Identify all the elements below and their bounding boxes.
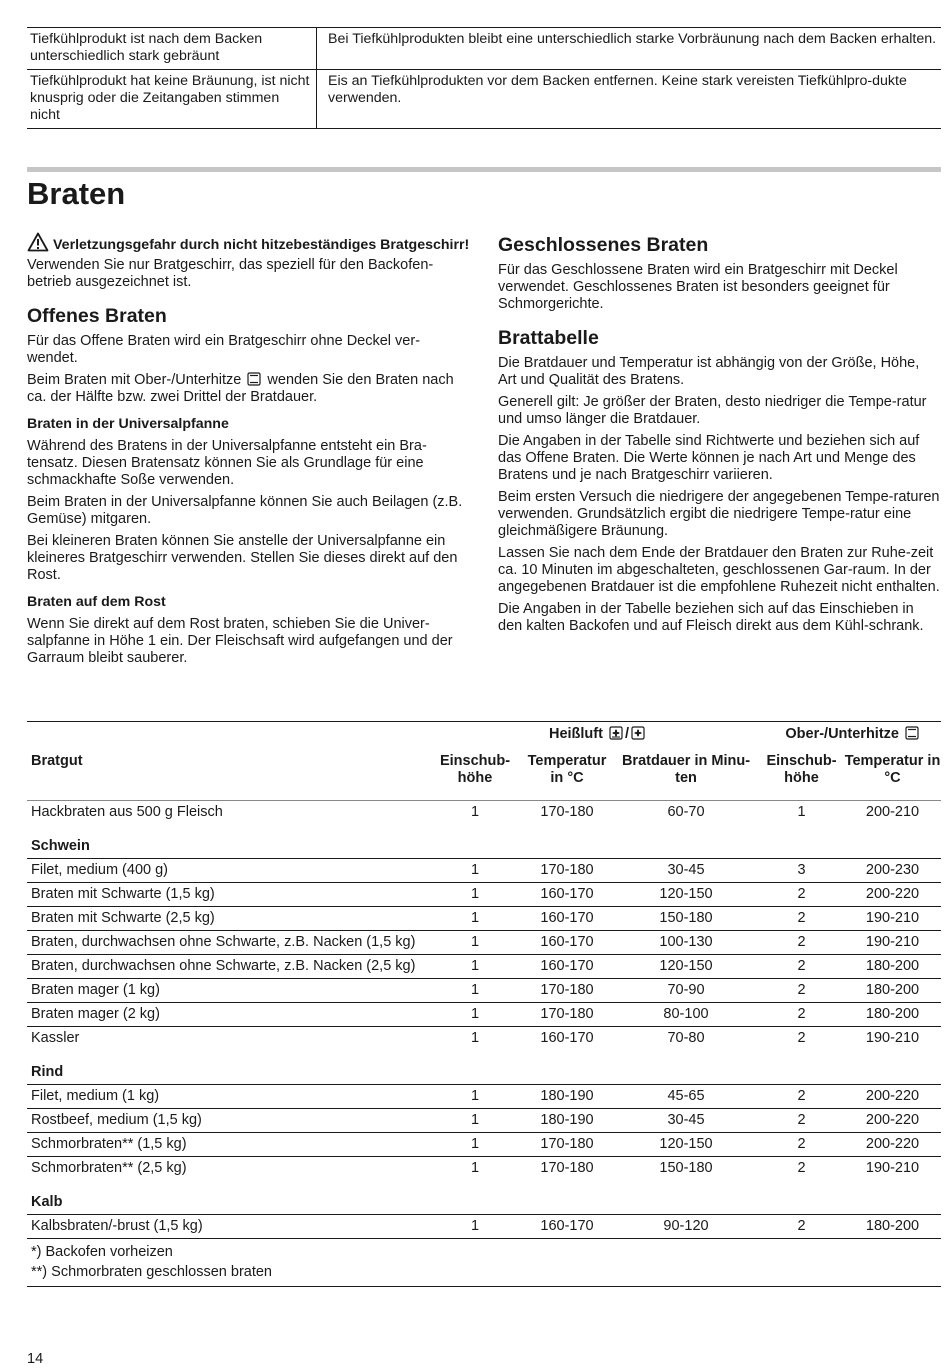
level2-cell: 2 (759, 883, 844, 907)
temp-cell: 160-170 (521, 1215, 613, 1239)
duration-cell: 80-100 (613, 1003, 759, 1027)
temp-cell: 180-190 (521, 1109, 613, 1133)
table-row (27, 801, 941, 825)
table-row (27, 883, 941, 907)
temp-cell: 160-170 (521, 907, 613, 931)
level-cell: 1 (429, 1027, 521, 1051)
table-row (27, 1215, 941, 1239)
roasting-table-p4: Beim ersten Versuch die niedrigere der angegebenen Tempe-raturen verwenden. Grundsätzlich ergibt die niedrigere Tempe-ratur eine gleichmäßigere Bräunung. (498, 489, 940, 539)
footnote-2: **) Schmorbraten geschlossen braten (27, 1262, 941, 1287)
group-header-row (27, 722, 941, 747)
page-number: 14 (27, 1351, 44, 1367)
temp-cell: 170-180 (521, 859, 613, 883)
col-level: Einschub-höhe (439, 753, 511, 786)
temp-cell: 170-180 (521, 1133, 613, 1157)
level2-cell: 2 (759, 1215, 844, 1239)
duration-cell: 150-180 (613, 907, 759, 931)
category-row (27, 1180, 941, 1215)
roasting-table (27, 721, 941, 1287)
temp2-cell: 200-220 (844, 1109, 941, 1133)
temp-cell: 160-170 (521, 955, 613, 979)
col-temp: Temperatur in °C (527, 753, 607, 786)
temp2-cell: 200-210 (844, 801, 941, 825)
temp2-cell: 180-200 (844, 1003, 941, 1027)
open-roasting-heading: Offenes Braten (27, 305, 167, 327)
duration-cell: 150-180 (613, 1157, 759, 1181)
level-cell: 1 (429, 931, 521, 955)
level-cell: 1 (429, 979, 521, 1003)
closed-roasting-p1: Für das Geschlossene Braten wird ein Bratgeschirr mit Deckel verwendet. Geschlossenes Braten ist besonders geeignet für Schmorgerichte. (498, 262, 898, 312)
level-cell: 1 (429, 1109, 521, 1133)
right-column (498, 232, 941, 640)
level-cell: 1 (429, 955, 521, 979)
table-row (27, 28, 941, 69)
problem-cell: Tiefkühlprodukt ist nach dem Backen unterschiedlich stark gebräunt (27, 28, 317, 69)
level2-cell: 2 (759, 1109, 844, 1133)
open-roasting-p2-a: Beim Braten mit Ober-/Unterhitze (27, 372, 242, 388)
level-cell: 1 (429, 883, 521, 907)
section-divider (27, 167, 941, 172)
top-bottom-heat-icon (247, 372, 261, 386)
temp2-cell: 200-220 (844, 1133, 941, 1157)
food-cell: Braten mager (2 kg) (27, 1003, 429, 1027)
problem-cell: Tiefkühlprodukt hat keine Bräunung, ist nicht knusprig oder die Zeitangaben stimmen nicht (27, 70, 317, 128)
warning-text: Verwenden Sie nur Bratgeschirr, das speziell für den Backofen-betrieb ausgezeichnet ist. (27, 257, 434, 290)
remedy-cell: Eis an Tiefkühlprodukten vor dem Backen entfernen. Keine stark vereisten Tiefkühlpro-dukte verwenden. (328, 73, 907, 106)
category-label: Schwein (31, 838, 90, 854)
pan-p1: Während des Bratens in der Universalpfanne entsteht ein Bra-tensatz. Diesen Bratensatz können Sie als Grundlage für eine schmackhafte Soße verwenden. (27, 438, 427, 488)
temp-cell: 160-170 (521, 883, 613, 907)
hot-air-group-header (429, 722, 759, 747)
warning-triangle-icon (27, 232, 49, 252)
table-row (27, 931, 941, 955)
duration-cell: 120-150 (613, 955, 759, 979)
roasting-table-p2: Generell gilt: Je größer der Braten, desto niedriger die Tempe-ratur und umso länger die Bratdauer. (498, 394, 927, 427)
col-duration: Bratdauer in Minu-ten (621, 753, 751, 786)
level2-cell: 2 (759, 1157, 844, 1181)
food-cell: Braten mager (1 kg) (27, 979, 429, 1003)
food-cell: Filet, medium (1 kg) (27, 1085, 429, 1109)
level-cell: 1 (429, 1157, 521, 1181)
top-bottom-label: Ober-/Unterhitze (785, 725, 899, 742)
rack-p1: Wenn Sie direkt auf dem Rost braten, schieben Sie die Univer-salpfanne in Höhe 1 ein. Der Fleischsaft wird aufgefangen und der Garraum bleibt sauberer. (27, 616, 453, 666)
food-cell: Braten, durchwachsen ohne Schwarte, z.B. Nacken (2,5 kg) (27, 955, 429, 979)
level-cell: 1 (429, 907, 521, 931)
category-label: Kalb (31, 1194, 63, 1210)
temp2-cell: 190-210 (844, 931, 941, 955)
table-row (27, 979, 941, 1003)
warning-heading (27, 232, 470, 254)
level2-cell: 2 (759, 1085, 844, 1109)
roasting-table-p5: Lassen Sie nach dem Ende der Bratdauer den Braten zur Ruhe-zeit ca. 10 Minuten im abgeschalteten, geschlossenen Gar-raum. In der angegebenen Bratdauer ist die empfohlene Ruhezeit nicht enthalten. (498, 545, 940, 595)
temp2-cell: 180-200 (844, 955, 941, 979)
food-cell: Hackbraten aus 500 g Fleisch (27, 801, 429, 825)
duration-cell: 70-90 (613, 979, 759, 1003)
category-row (27, 1050, 941, 1085)
remedy-cell: Bei Tiefkühlprodukten bleibt eine unterschiedlich starke Vorbräunung nach dem Backen erhalten. (328, 31, 937, 47)
level2-cell: 1 (759, 801, 844, 825)
food-cell: Braten mit Schwarte (1,5 kg) (27, 883, 429, 907)
table-row (27, 1109, 941, 1133)
duration-cell: 120-150 (613, 1133, 759, 1157)
table-row (27, 955, 941, 979)
level-cell: 1 (429, 1215, 521, 1239)
table-row (27, 1133, 941, 1157)
level2-cell: 2 (759, 1133, 844, 1157)
temp2-cell: 180-200 (844, 979, 941, 1003)
roasting-table-heading: Brattabelle (498, 327, 599, 349)
temp2-cell: 180-200 (844, 1215, 941, 1239)
top-bottom-group-header (759, 722, 941, 747)
closed-roasting-heading: Geschlossenes Braten (498, 234, 709, 256)
food-cell: Schmorbraten** (2,5 kg) (27, 1157, 429, 1181)
food-cell: Braten mit Schwarte (2,5 kg) (27, 907, 429, 931)
footnote-row (27, 1239, 941, 1263)
warning-title: Verletzungsgefahr durch nicht hitzebeständiges Bratgeschirr! (53, 237, 470, 253)
temp2-cell: 190-210 (844, 1027, 941, 1051)
level2-cell: 2 (759, 907, 844, 931)
table-row (27, 1027, 941, 1051)
temp-cell: 170-180 (521, 801, 613, 825)
category-label: Rind (31, 1064, 64, 1080)
temp-cell: 180-190 (521, 1085, 613, 1109)
food-cell: Rostbeef, medium (1,5 kg) (27, 1109, 429, 1133)
temp-cell: 170-180 (521, 1003, 613, 1027)
level-cell: 1 (429, 1085, 521, 1109)
rack-heading: Braten auf dem Rost (27, 594, 166, 610)
temp2-cell: 200-220 (844, 883, 941, 907)
temp-cell: 170-180 (521, 979, 613, 1003)
temp-cell: 160-170 (521, 931, 613, 955)
table-row (27, 69, 941, 128)
duration-cell: 90-120 (613, 1215, 759, 1239)
hot-air-separator: / (624, 725, 630, 742)
roasting-table-p6: Die Angaben in der Tabelle beziehen sich auf das Einschieben in den kalten Backofen und auf Fleisch direkt aus dem Kühl-schrank. (498, 601, 924, 634)
hot-air-label: Heißluft (548, 725, 603, 742)
duration-cell: 100-130 (613, 931, 759, 955)
duration-cell: 30-45 (613, 1109, 759, 1133)
hot-air-icon (609, 726, 623, 740)
level2-cell: 2 (759, 1027, 844, 1051)
footnote-1: *) Backofen vorheizen (27, 1239, 941, 1263)
table-row (27, 859, 941, 883)
pan-p2: Beim Braten in der Universalpfanne können Sie auch Beilagen (z.B. Gemüse) mitgaren. (27, 494, 463, 527)
table-row (27, 907, 941, 931)
duration-cell: 60-70 (613, 801, 759, 825)
duration-cell: 70-80 (613, 1027, 759, 1051)
level2-cell: 2 (759, 955, 844, 979)
category-row (27, 824, 941, 859)
temp2-cell: 200-230 (844, 859, 941, 883)
open-roasting-p2 (27, 372, 470, 406)
roasting-table-p3: Die Angaben in der Tabelle sind Richtwerte und beziehen sich auf das Offene Braten. Die Werte können je nach Art und Menge des Bratens und je nach Bratgeschirr variieren. (498, 433, 920, 483)
level2-cell: 3 (759, 859, 844, 883)
footnote-row (27, 1262, 941, 1287)
duration-cell: 30-45 (613, 859, 759, 883)
open-roasting-p1: Für das Offene Braten wird ein Bratgeschirr ohne Deckel ver-wendet. (27, 333, 421, 366)
level2-cell: 2 (759, 931, 844, 955)
table-row (27, 1003, 941, 1027)
table-row (27, 1157, 941, 1181)
level-cell: 1 (429, 801, 521, 825)
level2-cell: 2 (759, 979, 844, 1003)
pan-heading: Braten in der Universalpfanne (27, 416, 229, 432)
food-cell: Braten, durchwachsen ohne Schwarte, z.B. Nacken (1,5 kg) (27, 931, 429, 955)
food-cell: Kassler (27, 1027, 429, 1051)
troubleshooting-table (27, 27, 941, 129)
food-cell: Filet, medium (400 g) (27, 859, 429, 883)
left-column (27, 232, 470, 672)
food-cell: Schmorbraten** (1,5 kg) (27, 1133, 429, 1157)
table-row (27, 1085, 941, 1109)
column-header-row (27, 746, 941, 801)
level-cell: 1 (429, 859, 521, 883)
open-roasting-p2-b: wenden Sie den Braten nach ca. der Hälfte bzw. zwei Drittel der Bratdauer. (27, 372, 454, 405)
top-bottom-heat-icon (905, 726, 919, 740)
level2-cell: 2 (759, 1003, 844, 1027)
temp2-cell: 190-210 (844, 1157, 941, 1181)
temp-cell: 170-180 (521, 1157, 613, 1181)
pan-p3: Bei kleineren Braten können Sie anstelle der Universalpfanne ein kleineres Bratgeschirr verwenden. Stellen Sie dieses direkt auf den Rost. (27, 533, 458, 583)
level-cell: 1 (429, 1003, 521, 1027)
temp-cell: 160-170 (521, 1027, 613, 1051)
col-level2: Einschub-höhe (766, 753, 837, 786)
hot-air-eco-icon (631, 726, 645, 740)
temp2-cell: 190-210 (844, 907, 941, 931)
level-cell: 1 (429, 1133, 521, 1157)
page-title: Braten (27, 176, 126, 211)
col-temp2: Temperatur in °C (844, 753, 941, 786)
duration-cell: 45-65 (613, 1085, 759, 1109)
duration-cell: 120-150 (613, 883, 759, 907)
temp2-cell: 200-220 (844, 1085, 941, 1109)
col-food: Bratgut (31, 753, 83, 769)
food-cell: Kalbsbraten/-brust (1,5 kg) (27, 1215, 429, 1239)
roasting-table-p1: Die Bratdauer und Temperatur ist abhängig von der Größe, Höhe, Art und Qualität des Bratens. (498, 355, 920, 388)
